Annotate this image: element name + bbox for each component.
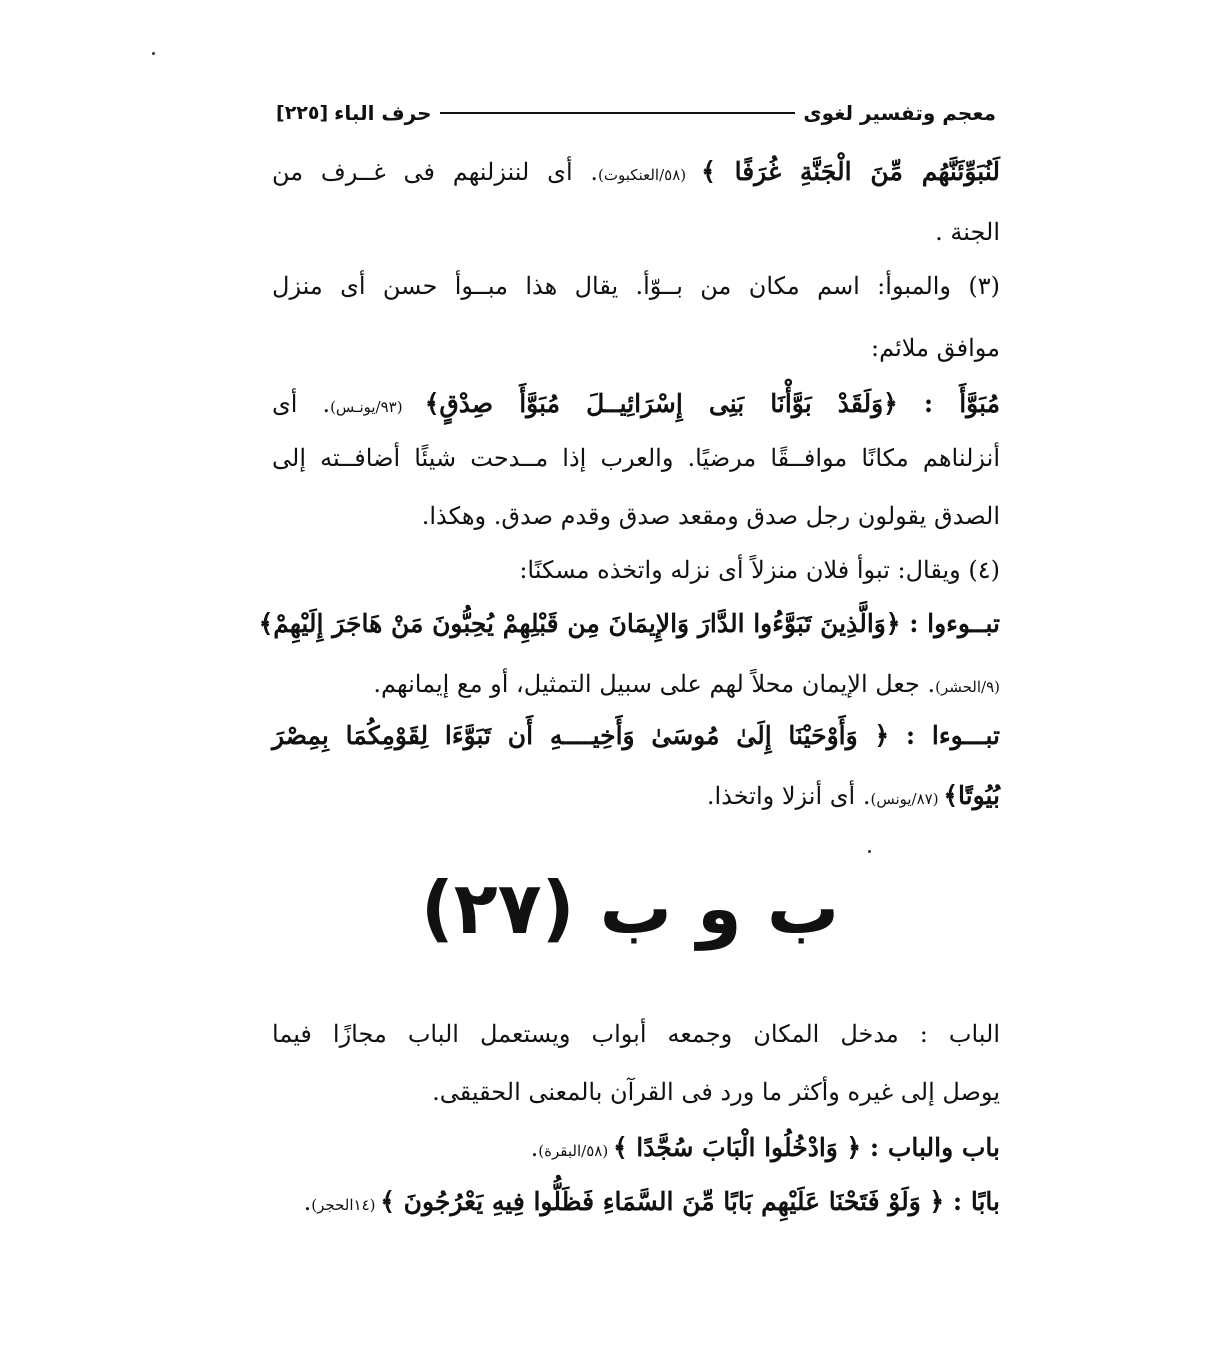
quran-quote: بابًا : ﴿ وَلَوْ فَتَحْنَا عَلَيْهِم بَابًا مِّنَ السَّمَاءِ فَظَلُّوا فِيهِ يَعْرُجُونَ ﴾ bbox=[380, 1187, 1000, 1216]
quran-quote: تبـــوءا : ﴿ وَأَوْحَيْنَا إِلَىٰ مُوسَىٰ وَأَخِيــــهِ أَن تَبَوَّءَا لِقَوْمِكُمَا بِمِصْرَ bbox=[272, 721, 1000, 750]
running-header bbox=[276, 96, 996, 130]
verse-reference: (٥٨/البقرة) bbox=[538, 1142, 613, 1160]
text-line bbox=[272, 1014, 1000, 1054]
text-line bbox=[272, 328, 1000, 368]
text-line bbox=[272, 384, 1000, 424]
body-text: . bbox=[530, 1134, 539, 1162]
text-line bbox=[258, 604, 1000, 644]
body-text: . جعل الإيمان محلاً لهم على سبيل التمثيل، أو مع إيمانهم. bbox=[373, 670, 936, 698]
body-text: الصدق يقولون رجل صدق ومقعد صدق وقدم صدق. وهكذا. bbox=[421, 502, 1000, 530]
scan-speck bbox=[868, 850, 871, 853]
text-line bbox=[272, 776, 1000, 816]
body-text: (٤) ويقال: تبوأ فلان منزلاً أى نزله واتخذه مسكنًا: bbox=[519, 556, 1000, 584]
chapter-heading: ب و ب (٢٧) bbox=[420, 866, 840, 950]
quran-quote: بُيُوتًا﴾ bbox=[943, 781, 1000, 810]
verse-reference: (٥٨/العنكبوت) bbox=[598, 166, 702, 184]
quran-quote: مُبَوَّأَ : ﴿وَلَقَدْ بَوَّأْنَا بَنِى إِسْرَائِيــلَ مُبَوَّأَ صِدْقٍ﴾ bbox=[424, 389, 1000, 418]
body-text: يوصل إلى غيره وأكثر ما ورد فى القرآن بالمعنى الحقيقى. bbox=[432, 1078, 1000, 1106]
header-section: حرف الباء bbox=[334, 101, 432, 125]
text-line bbox=[272, 152, 1000, 192]
verse-reference: (٩/الحشر) bbox=[935, 678, 1000, 696]
body-text: الجنة . bbox=[935, 218, 1000, 246]
text-line bbox=[272, 550, 1000, 590]
text-line bbox=[272, 1072, 1000, 1112]
text-line bbox=[272, 716, 1000, 756]
body-text: . bbox=[303, 1188, 312, 1216]
body-text: موافق ملائم: bbox=[871, 334, 1000, 362]
quran-quote: لَنُبَوِّئَنَّهُم مِّنَ الْجَنَّةِ غُرَفًا ﴾ bbox=[701, 157, 1000, 186]
text-line bbox=[272, 266, 1000, 306]
text-line bbox=[272, 1128, 1000, 1168]
body-text: أنزلناهم مكانًا موافــقًا مرضيًا. والعرب إذا مــدحت شيئًا أضافــته إلى bbox=[272, 444, 1000, 472]
quran-quote: تبــوءوا : ﴿وَالَّذِينَ تَبَوَّءُوا الدَّارَ وَالإِيمَانَ مِن قَبْلِهِمْ يُحِبُّونَ مَنْ هَاجَرَ إِلَيْهِمْ﴾ bbox=[258, 609, 1000, 638]
verse-reference: (٩٣/يونـس) bbox=[330, 398, 425, 416]
quran-quote: باب والباب : ﴿ وَادْخُلُوا الْبَابَ سُجَّدًا ﴾ bbox=[612, 1133, 1000, 1162]
body-text: (٣) والمبوأ: اسم مكان من بــوّأ. يقال هذا مبــوأ حسن أى منزل bbox=[272, 272, 1000, 300]
body-text: . أى أنزلا واتخذا. bbox=[706, 782, 871, 810]
text-line bbox=[272, 664, 1000, 704]
verse-reference: (٨٧/يونس) bbox=[870, 790, 944, 808]
header-rule bbox=[440, 112, 796, 114]
body-text: . أى لننزلنهم فى غــرف من bbox=[272, 158, 599, 186]
text-line bbox=[272, 1182, 1000, 1222]
text-line bbox=[272, 438, 1000, 478]
text-line bbox=[272, 212, 1000, 252]
body-text: . أى bbox=[272, 390, 331, 418]
scan-speck bbox=[152, 52, 155, 55]
header-title: معجم وتفسير لغوى bbox=[803, 101, 996, 125]
verse-reference: (١٤الحجر) bbox=[311, 1196, 381, 1214]
page-number: [٢٢٥] bbox=[276, 102, 329, 124]
body-text: الباب : مدخل المكان وجمعه أبواب ويستعمل الباب مجازًا فيما bbox=[272, 1020, 1000, 1048]
text-line bbox=[272, 496, 1000, 536]
